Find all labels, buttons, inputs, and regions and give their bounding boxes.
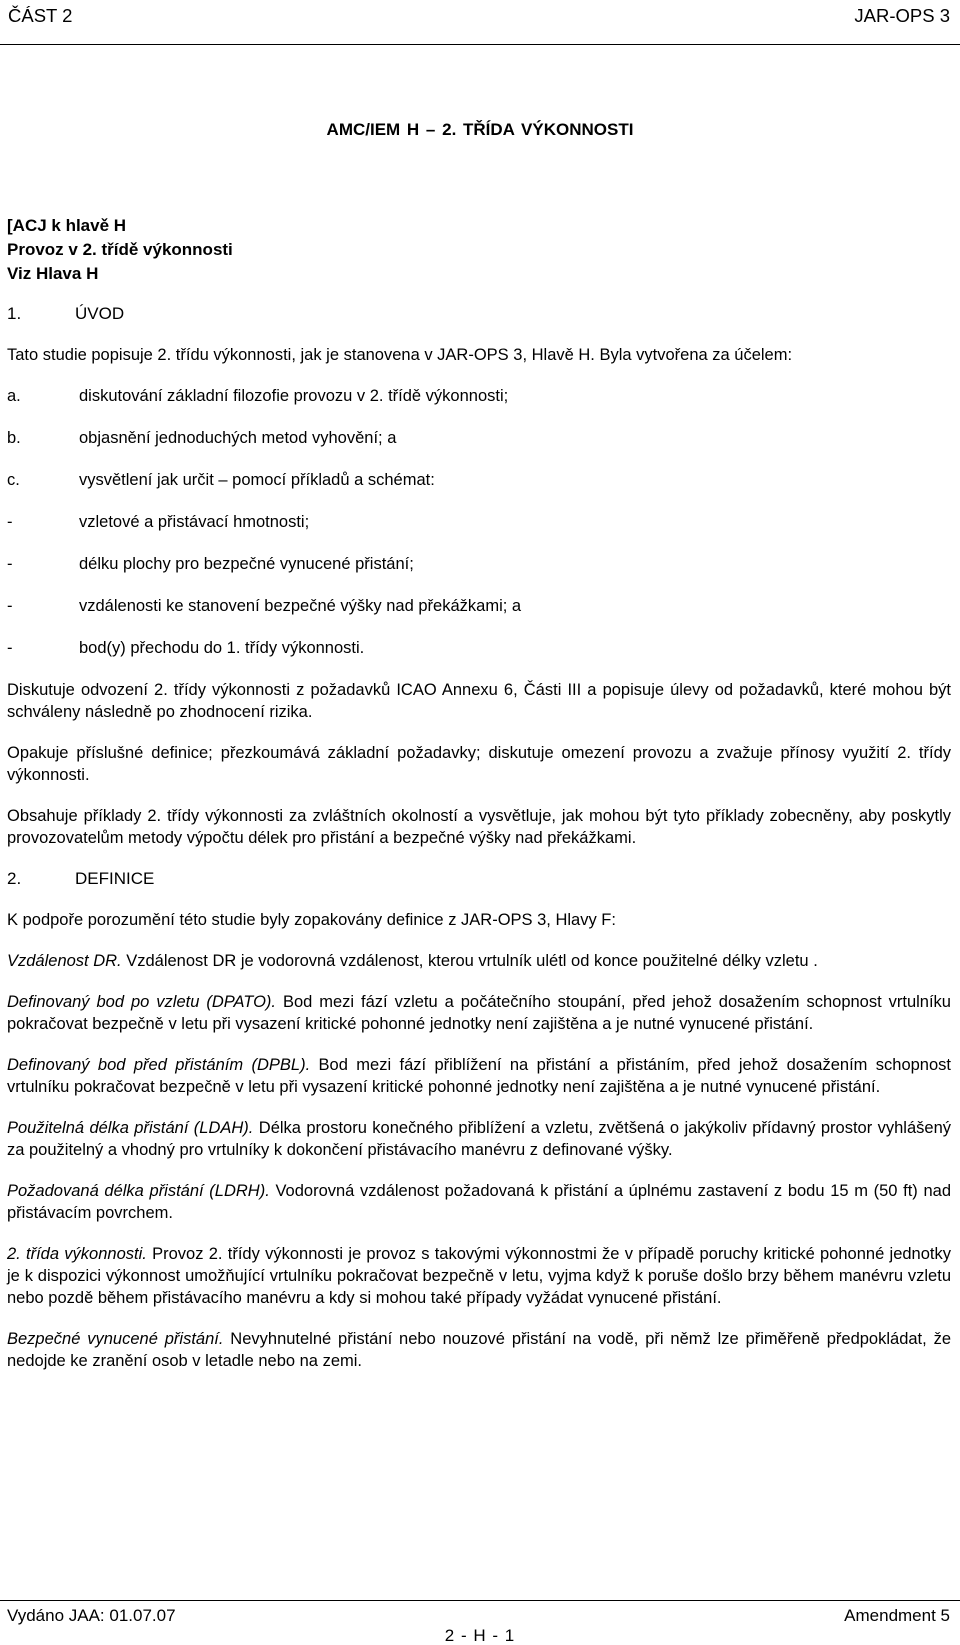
list-text: objasnění jednoduchých metod vyhovění; a <box>79 429 397 447</box>
section-title: DEFINICE <box>75 869 155 888</box>
section-heading-intro <box>7 303 951 325</box>
paragraph: Opakuje příslušné definice; přezkoumává základní požadavky; diskutuje omezení provozu a zvažuje přínosy využití 2. třídy výkonnosti. <box>7 744 951 784</box>
definition <box>7 1117 951 1161</box>
document-body <box>7 303 951 1391</box>
issue-date: Vydáno JAA: 01.07.07 <box>7 1606 176 1625</box>
list-item <box>7 385 951 407</box>
dash-marker: - <box>7 597 13 615</box>
header-part: ČÁST 2 <box>8 5 73 26</box>
definition <box>7 1180 951 1224</box>
definition-term: Definovaný bod po vzletu (DPATO). <box>7 993 276 1011</box>
definition <box>7 950 951 972</box>
dash-item <box>7 511 951 533</box>
definition-text: Délka prostoru konečného přiblížení a vzletu, zvětšená o jakýkoliv přídavný prostor vyhlášený za použitelný a vhodný pro vrtulníky k dokončení přistávacího manévru z definované výšky. <box>7 1119 951 1159</box>
dash-text: délku plochy pro bezpečné vynucené přistání; <box>79 555 414 573</box>
section-title: ÚVOD <box>75 304 125 323</box>
definition-term: Bezpečné vynucené přistání. <box>7 1330 224 1348</box>
dash-marker: - <box>7 639 13 657</box>
definition-text: Bod mezi fází vzletu a počátečního stoupání, před jehož dosažením schopnost vrtulníku pokračovat bezpečně v letu při vysazení kritické pohonné jednotky není zajištěna a je nutné vynucené přistání. <box>7 993 951 1033</box>
definition <box>7 1243 951 1309</box>
amendment-label: Amendment 5 <box>844 1606 950 1625</box>
dash-item <box>7 637 951 659</box>
definition <box>7 991 951 1035</box>
dash-text: vzletové a přistávací hmotnosti; <box>79 513 310 531</box>
definition-term: Definovaný bod před přistáním (DPBL). <box>7 1056 311 1074</box>
paragraph: Obsahuje příklady 2. třídy výkonnosti za zvláštních okolností a vysvětluje, jak mohou být tyto příklady zobecněny, aby poskytly provozovatelům metody výpočtu délek pro přistání a bezpečné výšky nad překážkami. <box>7 807 951 847</box>
paragraph: Diskutuje odvození 2. třídy výkonnosti z požadavků ICAO Annexu 6, Části III a popisuje úlevy od požadavků, které mohou být schváleny následně po zhodnocení rizika. <box>7 681 951 721</box>
definition-term: Použitelná délka přistání (LDAH). <box>7 1119 254 1137</box>
acj-reference <box>7 214 233 286</box>
dash-text: bod(y) přechodu do 1. třídy výkonnosti. <box>79 639 365 657</box>
acj-line: Viz Hlava H <box>7 264 99 283</box>
definition-text: Vodorovná vzdálenost požadovaná k přistání a úplnému zastavení z bodu 15 m (50 ft) nad přistávacím povrchem. <box>7 1182 951 1222</box>
dash-marker: - <box>7 555 13 573</box>
definition-text: Nevyhnutelné přistání nebo nouzové přistání na vodě, při němž lze přiměřeně předpokládat, že nedojde ke zranění osob v letadle nebo na zemi. <box>7 1330 951 1370</box>
definition-text: Vzdálenost DR je vodorovná vzdálenost, kterou vrtulník ulétl od konce použitelné délky vzletu . <box>121 952 818 970</box>
definition-text: Provoz 2. třídy výkonnosti je provoz s takovými výkonnostmi že v případě poruchy kritické pohonné jednotky je k dispozici výkonnost umožňující vrtulníku pokračovat bezpečně v letu, vyjma když k poruše došlo brzy během manévru vzletu nebo pozdě během přistávacího manévru a kdy si mohou také případy vyžádat vynucené přistání. <box>7 1245 951 1307</box>
list-marker: a. <box>7 387 21 405</box>
list-text: vysvětlení jak určit – pomocí příkladů a schémat: <box>79 471 435 489</box>
dash-marker: - <box>7 513 13 531</box>
acj-line: Provoz v 2. třídě výkonnosti <box>7 240 233 259</box>
page-number: 2 - H - 1 <box>444 1626 516 1645</box>
list-marker: c. <box>7 471 20 489</box>
section-heading-definitions <box>7 868 951 890</box>
dash-text: vzdálenosti ke stanovení bezpečné výšky nad překážkami; a <box>79 597 522 615</box>
definition <box>7 1054 951 1098</box>
list-text: diskutování základní filozofie provozu v 2. třídě výkonnosti; <box>79 387 509 405</box>
list-item <box>7 427 951 449</box>
definition-text: Bod mezi fází přiblížení na přistání a přistáním, před jehož dosažením schopnost vrtulníku pokračovat bezpečně v letu při vysazení kritické pohonné jednotky není zajištěna a je nutné vynucené přistání. <box>7 1056 951 1096</box>
page-title: AMC/IEM H – 2. TŘÍDA VÝKONNOSTI <box>326 120 634 139</box>
definition-term: 2. třída výkonnosti. <box>7 1245 147 1263</box>
page-header <box>8 4 950 28</box>
section-number: 2. <box>7 869 22 888</box>
header-rule <box>0 44 960 45</box>
header-document: JAR-OPS 3 <box>854 5 950 26</box>
section-number: 1. <box>7 304 22 323</box>
acj-line: [ACJ k hlavě H <box>7 216 127 235</box>
list-marker: b. <box>7 429 21 447</box>
definition-term: Požadovaná délka přistání (LDRH). <box>7 1182 270 1200</box>
footer-rule <box>0 1600 960 1601</box>
section-intro: Tato studie popisuje 2. třídu výkonnosti, jak je stanovena v JAR-OPS 3, Hlavě H. Byla vytvořena za účelem: <box>7 346 793 364</box>
section-intro: K podpoře porozumění této studie byly zopakovány definice z JAR-OPS 3, Hlavy F: <box>7 911 616 929</box>
dash-item <box>7 595 951 617</box>
list-item <box>7 469 951 491</box>
definition <box>7 1328 951 1372</box>
dash-item <box>7 553 951 575</box>
definition-term: Vzdálenost DR. <box>7 952 122 970</box>
